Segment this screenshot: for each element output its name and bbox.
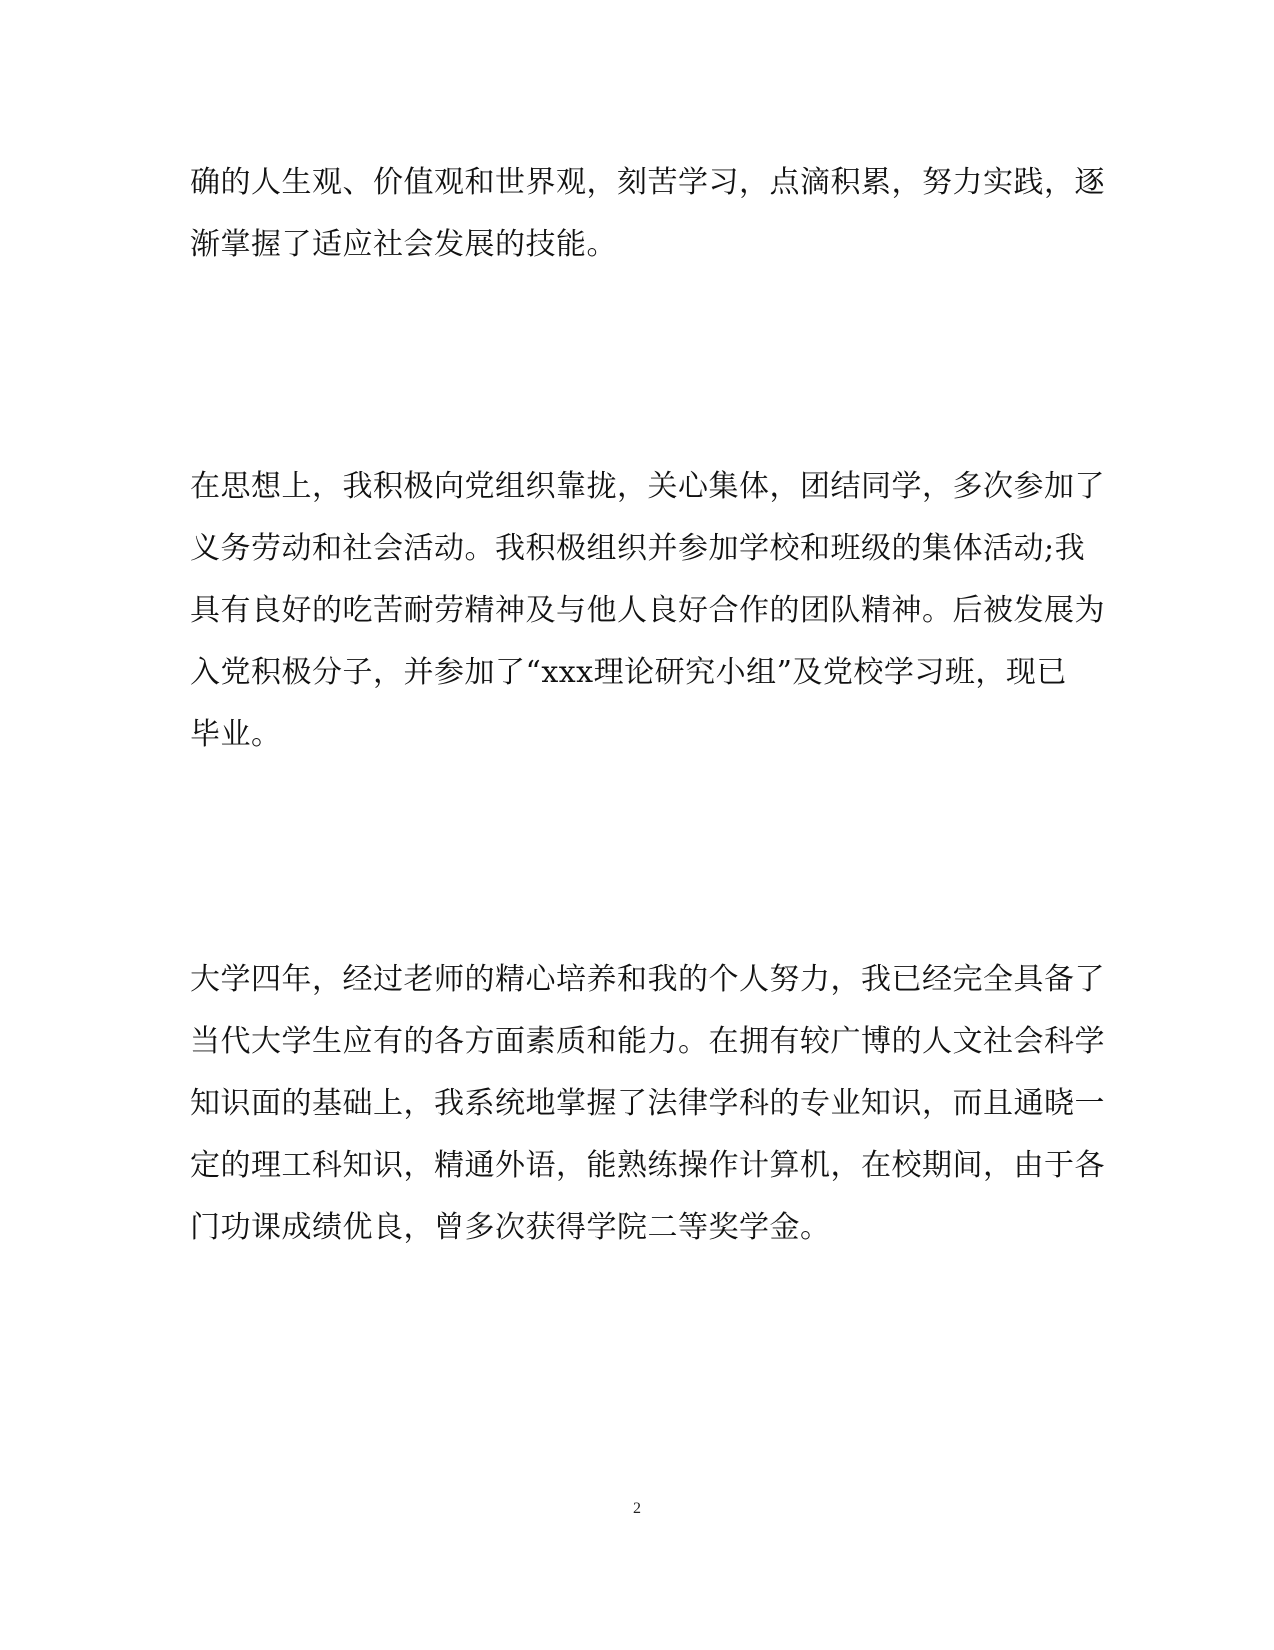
text-line: 毕业。 [190,717,282,752]
text-line: 定的理工科知识，精通外语，能熟练操作计算机，在校期间，由于各 [190,1148,1105,1183]
page-number: 2 [633,1500,641,1517]
text-line: 大学四年，经过老师的精心培养和我的个人努力，我已经完全具备了 [190,962,1105,997]
paragraph [190,152,1105,276]
text-line: 知识面的基础上，我系统地掌握了法律学科的专业知识，而且通晓一 [190,1086,1105,1121]
text-line: 门功课成绩优良，曾多次获得学院二等奖学金。 [190,1210,831,1245]
paragraph [190,456,1105,766]
text-line: 在思想上，我积极向党组织靠拢，关心集体，团结同学，多次参加了 [190,469,1105,504]
text-line: 渐掌握了适应社会发展的技能。 [190,227,617,262]
text-line: 具有良好的吃苦耐劳精神及与他人良好合作的团队精神。后被发展为 [190,593,1105,628]
text-line: 当代大学生应有的各方面素质和能力。在拥有较广博的人文社会科学 [190,1024,1105,1059]
text-line: 确的人生观、价值观和世界观，刻苦学习，点滴积累，努力实践，逐 [190,165,1105,200]
paragraph [190,949,1105,1259]
text-line: 义务劳动和社会活动。我积极组织并参加学校和班级的集体活动;我 [190,531,1086,566]
text-line: 入党积极分子，并参加了“xxx理论研究小组”及党校学习班，现已 [190,655,1067,690]
